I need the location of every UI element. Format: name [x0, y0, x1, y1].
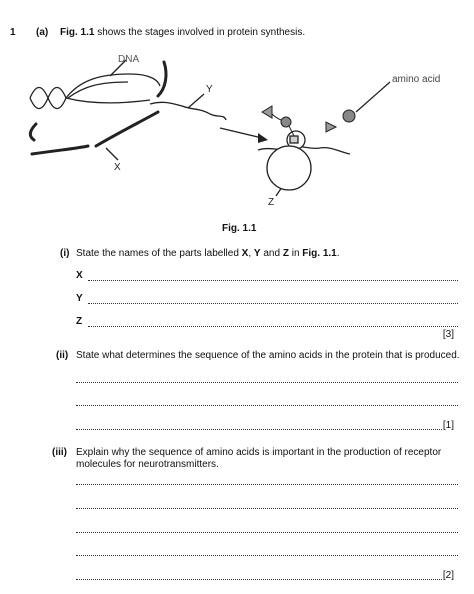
dna-lower-left-piece — [30, 124, 36, 140]
ribosome-large-subunit — [267, 146, 311, 190]
dna-upper-strand-inner — [68, 82, 128, 98]
dna-upper-right-piece — [158, 62, 166, 96]
answer-label-y: Y — [76, 293, 83, 304]
subq-i-text-a: State the names of the parts labelled — [76, 248, 242, 259]
answer-line-iii-5[interactable] — [76, 579, 442, 580]
subq-i-number: (i) — [60, 248, 70, 259]
answer-line-iii-4[interactable] — [76, 555, 458, 556]
subq-i-x: X — [241, 248, 249, 259]
dna-upper-strand — [66, 74, 160, 98]
label-amino-acid: amino acid — [392, 74, 441, 85]
amino-acid-on-trna — [281, 117, 291, 127]
marks-ii: [1] — [442, 420, 454, 431]
figure-caption: Fig. 1.1 — [222, 223, 257, 234]
answer-line-x[interactable] — [88, 280, 458, 281]
subq-i-text — [76, 248, 340, 260]
lower-strand-right — [96, 112, 158, 146]
answer-line-z[interactable] — [88, 326, 458, 327]
answer-line-y[interactable] — [88, 303, 458, 304]
intro-fig-ref: Fig. 1.1 — [60, 27, 95, 38]
amino-acid-triangle-left — [262, 106, 272, 118]
protein-synthesis-diagram — [0, 0, 474, 240]
subq-ii-number: (ii) — [56, 350, 69, 361]
subq-iii-text: Explain why the sequence of amino acids is important in the production of receptor molecules for neurotransmitters. — [76, 447, 442, 470]
amino-acid-leader — [356, 82, 390, 112]
arrow-shaft — [220, 128, 262, 138]
trna-anticodon — [290, 136, 298, 143]
marks-i: [3] — [442, 329, 454, 340]
question-number: 1 — [10, 27, 16, 38]
answer-line-ii-1[interactable] — [76, 382, 458, 383]
subq-i-end: . — [336, 248, 340, 259]
answer-line-iii-2[interactable] — [76, 508, 458, 509]
answer-line-ii-3[interactable] — [76, 429, 442, 430]
question-part: (a) — [36, 27, 49, 38]
y-leader — [188, 94, 204, 108]
label-dna: DNA — [118, 54, 140, 65]
lower-strand-left — [32, 146, 88, 154]
subq-i-y: Y — [253, 248, 261, 259]
dna-lower-strand — [66, 98, 150, 103]
dna-helix-strand-b — [30, 88, 66, 109]
label-x: X — [114, 162, 121, 173]
label-y: Y — [206, 84, 213, 95]
answer-line-iii-3[interactable] — [76, 532, 458, 533]
answer-label-z: Z — [76, 316, 83, 327]
amino-acid-triangle-right — [326, 122, 336, 132]
mrna-strand-y — [150, 102, 226, 120]
amino-acid-free — [343, 110, 355, 122]
subq-i-and: and — [260, 248, 283, 259]
intro-text: shows the stages involved in protein synthesis. — [94, 27, 306, 38]
subq-i-text-b: in — [288, 248, 303, 259]
x-leader — [106, 148, 118, 160]
answer-line-ii-2[interactable] — [76, 405, 458, 406]
subq-i-z: Z — [282, 248, 289, 259]
answer-line-iii-1[interactable] — [76, 484, 458, 485]
answer-label-x: X — [76, 270, 83, 281]
arrow-head — [258, 133, 268, 143]
subq-i-comma: , — [248, 248, 254, 259]
subq-ii-text: State what determines the sequence of the amino acids in the protein that is produced. — [76, 350, 460, 361]
label-z: Z — [268, 197, 275, 208]
subq-iii-number: (iii) — [52, 447, 67, 458]
marks-iii: [2] — [442, 570, 454, 581]
subq-i-fig: Fig. 1.1 — [302, 248, 337, 259]
